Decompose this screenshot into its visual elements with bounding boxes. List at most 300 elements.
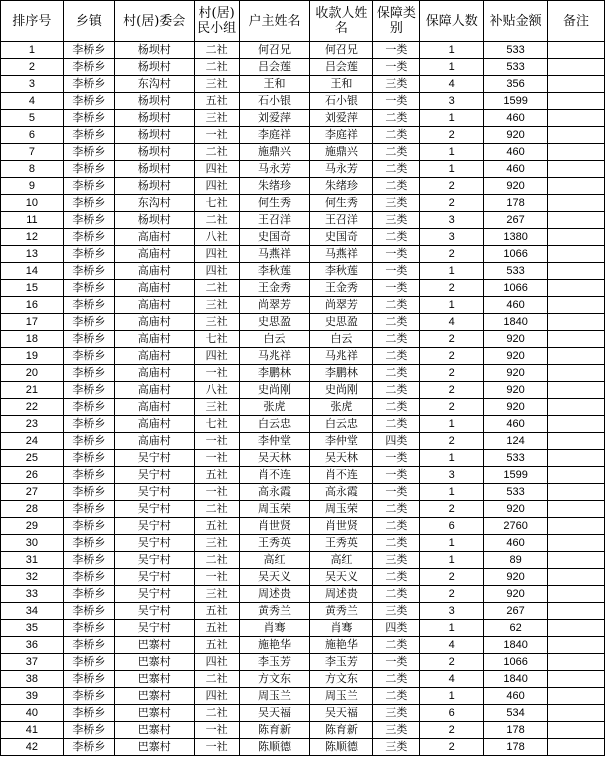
table-cell: 肖骞 [239,620,310,637]
table-row [1,535,605,552]
table-cell: 460 [484,161,548,178]
table-cell: 一社 [194,365,239,382]
table-cell: 42 [1,739,64,756]
table-row [1,518,605,535]
table-cell: 二类 [373,110,420,127]
table-cell: 高永霞 [310,484,373,501]
table-cell: 吴宁村 [114,535,194,552]
table-cell: 14 [1,263,64,280]
table-cell: 1 [420,161,484,178]
table-cell: 二社 [194,280,239,297]
table-cell: 吴天义 [310,569,373,586]
table-cell: 1 [420,416,484,433]
table-cell: 李桥乡 [63,144,114,161]
table-cell: 杨坝村 [114,59,194,76]
table-cell: 何生秀 [239,195,310,212]
table-cell: 马永芳 [310,161,373,178]
table-cell: 史思盈 [239,314,310,331]
table-row [1,42,605,59]
table-cell: 高庙村 [114,263,194,280]
table-cell: 三社 [194,297,239,314]
table-row [1,144,605,161]
table-cell: 马兆祥 [310,348,373,365]
table-cell: 吴天福 [239,705,310,722]
header-cell: 补贴金额 [484,1,548,42]
table-cell: 刘爱萍 [310,110,373,127]
table-cell: 21 [1,382,64,399]
table-cell: 二类 [373,365,420,382]
table-cell: 李桥乡 [63,637,114,654]
table-row [1,93,605,110]
table-cell: 一社 [194,739,239,756]
table-cell: 二社 [194,705,239,722]
table-row [1,603,605,620]
table-cell [548,467,605,484]
table-cell: 高庙村 [114,416,194,433]
table-cell: 24 [1,433,64,450]
table-cell: 杨坝村 [114,110,194,127]
table-cell [548,331,605,348]
table-cell: 二类 [373,501,420,518]
table-cell [548,671,605,688]
table-cell: 高庙村 [114,433,194,450]
table-cell: 史国奇 [239,229,310,246]
table-cell: 一社 [194,722,239,739]
table-cell: 李桥乡 [63,365,114,382]
table-cell: 李桥乡 [63,671,114,688]
table-cell: 二类 [373,637,420,654]
table-cell: 李玉芳 [239,654,310,671]
table-cell: 1 [420,450,484,467]
table-cell: 920 [484,365,548,382]
table-cell: 356 [484,76,548,93]
table-cell: 460 [484,110,548,127]
table-cell: 肖世贤 [310,518,373,535]
table-cell: 肖不连 [310,467,373,484]
table-cell: 王召洋 [310,212,373,229]
table-cell [548,722,605,739]
table-cell: 7 [1,144,64,161]
table-cell: 李桥乡 [63,246,114,263]
table-cell: 一类 [373,263,420,280]
table-cell: 王秀英 [310,535,373,552]
table-cell: 五社 [194,620,239,637]
table-cell [548,280,605,297]
table-cell: 1066 [484,280,548,297]
table-cell: 高红 [239,552,310,569]
table-cell: 施鼎兴 [239,144,310,161]
table-cell: 一类 [373,450,420,467]
table-row [1,331,605,348]
table-cell: 王金秀 [239,280,310,297]
table-cell: 巴寨村 [114,705,194,722]
table-cell: 2 [420,586,484,603]
table-cell: 一类 [373,42,420,59]
table-cell: 二类 [373,127,420,144]
table-cell: 920 [484,127,548,144]
table-row [1,297,605,314]
table-row [1,620,605,637]
table-cell: 三社 [194,399,239,416]
table-cell: 2 [420,195,484,212]
table-row [1,484,605,501]
table-cell: 二社 [194,212,239,229]
table-cell [548,42,605,59]
table-cell: 李桥乡 [63,127,114,144]
table-cell: 920 [484,586,548,603]
table-cell: 2 [420,280,484,297]
table-cell: 吴宁村 [114,501,194,518]
table-cell: 920 [484,382,548,399]
table-cell: 李桥乡 [63,280,114,297]
table-cell: 吴宁村 [114,552,194,569]
table-cell: 533 [484,42,548,59]
table-cell: 吴天福 [310,705,373,722]
header-cell: 户主姓名 [239,1,310,42]
table-row [1,637,605,654]
table-cell: 李桥乡 [63,518,114,535]
table-cell: 29 [1,518,64,535]
table-cell: 1 [420,297,484,314]
table-cell [548,195,605,212]
table-cell [548,314,605,331]
table-cell: 二类 [373,569,420,586]
table-cell: 1599 [484,467,548,484]
table-cell [548,399,605,416]
table-cell: 533 [484,59,548,76]
table-cell: 二社 [194,552,239,569]
table-cell: 二社 [194,59,239,76]
table-cell: 27 [1,484,64,501]
table-cell: 8 [1,161,64,178]
table-cell: 4 [1,93,64,110]
header-row [1,1,605,42]
table-cell: 1 [420,144,484,161]
table-cell: 37 [1,654,64,671]
table-cell: 20 [1,365,64,382]
table-cell: 534 [484,705,548,722]
table-cell: 李桥乡 [63,535,114,552]
table-cell: 李桥乡 [63,382,114,399]
table-cell: 二类 [373,586,420,603]
table-cell: 高庙村 [114,280,194,297]
table-cell: 460 [484,144,548,161]
table-cell [548,178,605,195]
table-cell: 李桥乡 [63,110,114,127]
table-cell: 何召兄 [239,42,310,59]
table-cell: 三社 [194,110,239,127]
table-cell: 七社 [194,331,239,348]
table-row [1,110,605,127]
table-cell: 460 [484,535,548,552]
table-cell: 高永霞 [239,484,310,501]
table-row [1,501,605,518]
table-cell: 李桥乡 [63,331,114,348]
table-cell: 1 [420,535,484,552]
table-cell: 2 [420,654,484,671]
table-cell [548,620,605,637]
table-cell: 王金秀 [310,280,373,297]
table-cell: 一类 [373,484,420,501]
table-cell [548,705,605,722]
table-cell: 920 [484,569,548,586]
table-cell: 高红 [310,552,373,569]
table-cell: 3 [420,603,484,620]
table-cell: 四社 [194,161,239,178]
table-cell: 35 [1,620,64,637]
table-cell: 高庙村 [114,314,194,331]
table-cell: 李桥乡 [63,654,114,671]
table-cell: 何召兄 [310,42,373,59]
table-cell: 肖骞 [310,620,373,637]
table-cell: 920 [484,331,548,348]
table-cell [548,212,605,229]
table-cell: 2 [420,399,484,416]
table-cell: 七社 [194,416,239,433]
table-cell: 三社 [194,586,239,603]
table-row [1,416,605,433]
table-cell: 黄秀兰 [310,603,373,620]
table-row [1,382,605,399]
header-cell: 排序号 [1,1,64,42]
table-cell: 周述贵 [310,586,373,603]
table-cell: 1 [420,688,484,705]
table-cell [548,484,605,501]
table-row [1,552,605,569]
table-cell: 吴宁村 [114,450,194,467]
table-cell: 陈顺德 [310,739,373,756]
table-cell: 178 [484,722,548,739]
table-cell: 四类 [373,620,420,637]
table-cell: 吴宁村 [114,586,194,603]
table-row [1,161,605,178]
table-cell: 尚翠芳 [310,297,373,314]
table-cell [548,433,605,450]
table-cell: 石小银 [310,93,373,110]
table-cell [548,365,605,382]
table-cell [548,569,605,586]
table-cell: 920 [484,501,548,518]
table-cell: 3 [420,93,484,110]
table-cell: 高庙村 [114,297,194,314]
table-cell: 李桥乡 [63,620,114,637]
table-cell: 马永芳 [239,161,310,178]
table-cell: 3 [420,467,484,484]
table-row [1,365,605,382]
header-cell: 村(居)委会 [114,1,194,42]
table-cell: 二类 [373,331,420,348]
table-cell: 1840 [484,314,548,331]
table-cell: 二社 [194,42,239,59]
table-cell: 4 [420,76,484,93]
table-cell: 李桥乡 [63,161,114,178]
table-cell: 33 [1,586,64,603]
table-cell: 25 [1,450,64,467]
table-row [1,450,605,467]
table-cell: 周玉荣 [310,501,373,518]
table-cell: 尚翠芳 [239,297,310,314]
table-row [1,76,605,93]
table-cell: 17 [1,314,64,331]
table-cell: 刘爱萍 [239,110,310,127]
table-row [1,705,605,722]
table-cell: 13 [1,246,64,263]
table-cell: 吕会莲 [310,59,373,76]
table-cell: 黄秀兰 [239,603,310,620]
table-cell [548,161,605,178]
table-cell: 吴宁村 [114,467,194,484]
table-cell: 一社 [194,433,239,450]
table-cell: 吴宁村 [114,603,194,620]
table-cell: 三类 [373,722,420,739]
table-cell: 李桥乡 [63,93,114,110]
table-cell: 9 [1,178,64,195]
table-cell: 三社 [194,314,239,331]
table-cell: 1599 [484,93,548,110]
table-cell: 2 [420,331,484,348]
table-cell: 李桥乡 [63,586,114,603]
table-cell: 施艳华 [310,637,373,654]
table-cell: 四社 [194,246,239,263]
table-cell [548,348,605,365]
table-cell: 朱绪珍 [310,178,373,195]
table-cell: 杨坝村 [114,127,194,144]
table-cell: 李玉芳 [310,654,373,671]
table-cell: 李桥乡 [63,569,114,586]
table-cell [548,382,605,399]
table-cell: 何生秀 [310,195,373,212]
table-cell [548,688,605,705]
table-cell: 巴寨村 [114,671,194,688]
table-cell: 李桥乡 [63,212,114,229]
table-cell: 高庙村 [114,382,194,399]
table-cell: 23 [1,416,64,433]
table-cell: 杨坝村 [114,161,194,178]
table-cell: 二类 [373,229,420,246]
table-cell: 1 [420,552,484,569]
table-cell: 马燕祥 [239,246,310,263]
table-cell: 五社 [194,467,239,484]
header-cell: 保障类别 [373,1,420,42]
table-cell: 一类 [373,93,420,110]
table-cell: 李秋莲 [310,263,373,280]
table-cell: 史思盈 [310,314,373,331]
table-cell: 杨坝村 [114,42,194,59]
table-cell: 1840 [484,637,548,654]
table-cell: 4 [420,671,484,688]
table-cell: 肖不连 [239,467,310,484]
table-body [1,42,605,756]
table-cell: 三类 [373,603,420,620]
table-cell [548,552,605,569]
table-cell: 李桥乡 [63,705,114,722]
table-cell: 李桥乡 [63,399,114,416]
table-row [1,229,605,246]
table-cell: 杨坝村 [114,144,194,161]
table-cell: 高庙村 [114,246,194,263]
table-cell: 白云忠 [239,416,310,433]
table-cell: 五社 [194,518,239,535]
table-cell: 2 [420,365,484,382]
table-cell [548,144,605,161]
table-cell: 李桥乡 [63,484,114,501]
table-cell: 1 [420,484,484,501]
table-cell: 267 [484,603,548,620]
table-cell: 920 [484,399,548,416]
table-cell: 李桥乡 [63,603,114,620]
table-cell: 26 [1,467,64,484]
table-cell: 高庙村 [114,229,194,246]
table-row [1,314,605,331]
table-cell: 史尚刚 [239,382,310,399]
table-cell: 吴宁村 [114,518,194,535]
table-cell: 高庙村 [114,331,194,348]
table-cell: 6 [1,127,64,144]
table-cell: 1 [420,110,484,127]
table-cell [548,229,605,246]
table-cell: 二类 [373,535,420,552]
table-cell: 11 [1,212,64,229]
table-cell: 五社 [194,93,239,110]
table-cell: 方文东 [310,671,373,688]
table-cell: 王召洋 [239,212,310,229]
table-cell [548,450,605,467]
table-cell: 二类 [373,518,420,535]
table-cell: 一社 [194,127,239,144]
table-cell: 五社 [194,603,239,620]
table-cell: 四社 [194,263,239,280]
table-cell [548,654,605,671]
table-cell: 3 [420,229,484,246]
table-row [1,399,605,416]
table-cell: 陈顺德 [239,739,310,756]
table-cell [548,59,605,76]
table-cell: 方文东 [239,671,310,688]
table-cell: 陈育新 [239,722,310,739]
header-cell: 保障人数 [420,1,484,42]
table-cell: 一社 [194,569,239,586]
table-cell: 吴宁村 [114,569,194,586]
table-cell: 张虎 [239,399,310,416]
table-cell: 八社 [194,229,239,246]
table-cell: 李桥乡 [63,467,114,484]
table-cell: 李桥乡 [63,59,114,76]
table-row [1,127,605,144]
table-cell: 19 [1,348,64,365]
table-cell [548,416,605,433]
table-row [1,178,605,195]
table-cell: 4 [420,637,484,654]
table-cell: 二类 [373,688,420,705]
table-cell: 1066 [484,654,548,671]
table-cell [548,246,605,263]
table-cell: 30 [1,535,64,552]
table-cell: 周述贵 [239,586,310,603]
table-cell: 二类 [373,348,420,365]
table-cell: 一类 [373,654,420,671]
table-cell: 533 [484,263,548,280]
table-row [1,688,605,705]
table-row [1,739,605,756]
header-cell: 备注 [548,1,605,42]
table-cell: 陈育新 [310,722,373,739]
table-row [1,654,605,671]
table-cell: 四社 [194,348,239,365]
table-cell: 1 [1,42,64,59]
table-cell: 1840 [484,671,548,688]
table-cell: 二社 [194,501,239,518]
table-cell: 2 [420,739,484,756]
